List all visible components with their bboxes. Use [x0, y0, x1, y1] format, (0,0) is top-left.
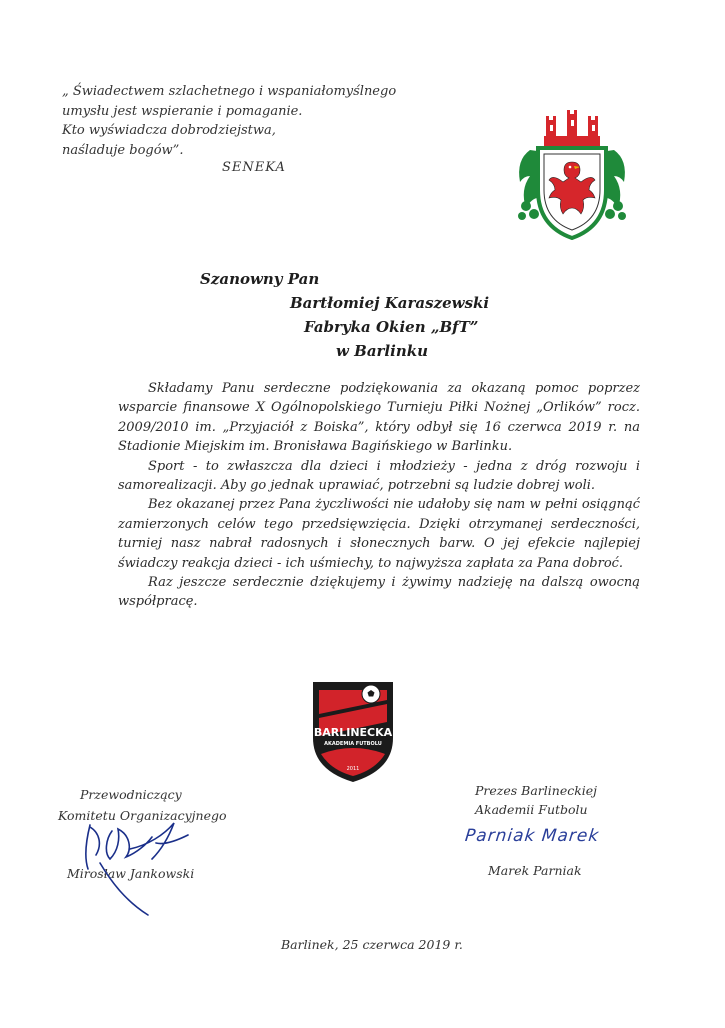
right-signatory-title: Prezes Barlineckiej — [475, 783, 598, 798]
logo-subtitle: AKADEMIA FUTBOLU — [324, 741, 382, 747]
body-paragraph: Raz jeszcze serdecznie dziękujemy i żywimy nadzieję na dalszą owocną współpracę. — [118, 575, 640, 610]
recipient-city: w Barlinku — [336, 342, 429, 360]
quote-line: „ Świadectwem szlachetnego i wspaniałomyślnego — [62, 84, 397, 99]
logo-year: 2011 — [346, 766, 360, 772]
body-paragraph: Sport - to zwłaszcza dla dzieci i młodzieży - jedna z dróg rozwoju i samorealizacji. Aby go jednak uprawiać, potrzebni są ludzie dobrej woli. — [118, 458, 640, 494]
recipient-company: Fabryka Okien „BfT” — [304, 318, 479, 336]
coat-of-arms-icon — [510, 110, 634, 240]
quote-author: SENEKA — [222, 160, 286, 175]
place-date: Barlinek, 25 czerwca 2019 r. — [281, 937, 463, 952]
salutation: Szanowny Pan — [200, 270, 320, 288]
quote-line: umysłu jest wspieranie i pomaganie. — [62, 103, 303, 119]
quote-line: Kto wyświadcza dobrodziejstwa, — [62, 123, 276, 138]
left-signatory-name: Mirosław Jankowski — [67, 866, 195, 881]
football-icon — [362, 685, 380, 703]
logo-name: BARLINECKA — [313, 726, 393, 739]
body-paragraph: Bez okazanej przez Pana życzliwości nie udałoby się nam w pełni osiągnąć zamierzonych celów tego przedsięwzięcia. Dzięki otrzymanej serdeczności, turniej nasz nabrał radosnych i słonecznych barw. O jej efekcie najlepiej świadczy reakcja dzieci - ich uśmiechy, to najwyższa zapłata za Pana dobroć. — [118, 497, 640, 571]
right-signatory-academy: Akademii Futbolu — [475, 802, 588, 817]
letter-body — [118, 379, 640, 612]
left-signatory-title: Przewodniczący — [80, 787, 182, 802]
left-signatory-committee: Komitetu Organizacyjnego — [58, 808, 227, 823]
quote-line: naśladuje bogów”. — [62, 142, 184, 158]
recipient-name: Bartłomiej Karaszewski — [290, 294, 490, 312]
academy-logo — [309, 678, 397, 784]
body-paragraph: Składamy Panu serdeczne podziękowania za okazaną pomoc poprzez wsparcie finansowe X Ogólnopolskiego Turnieju Piłki Nożnej „Orlików” rocz. 2009/2010 im. „Przyjaciół z Boiska”, który odbył się 16 czerwca 2019 r. na Stadionie Miejskim im. Bronisława Bagińskiego w Barlinku. — [118, 381, 640, 455]
right-handwritten-signature: Parniak Marek — [463, 826, 601, 846]
quote-block — [62, 82, 397, 160]
right-signatory-name: Marek Parniak — [488, 863, 582, 878]
